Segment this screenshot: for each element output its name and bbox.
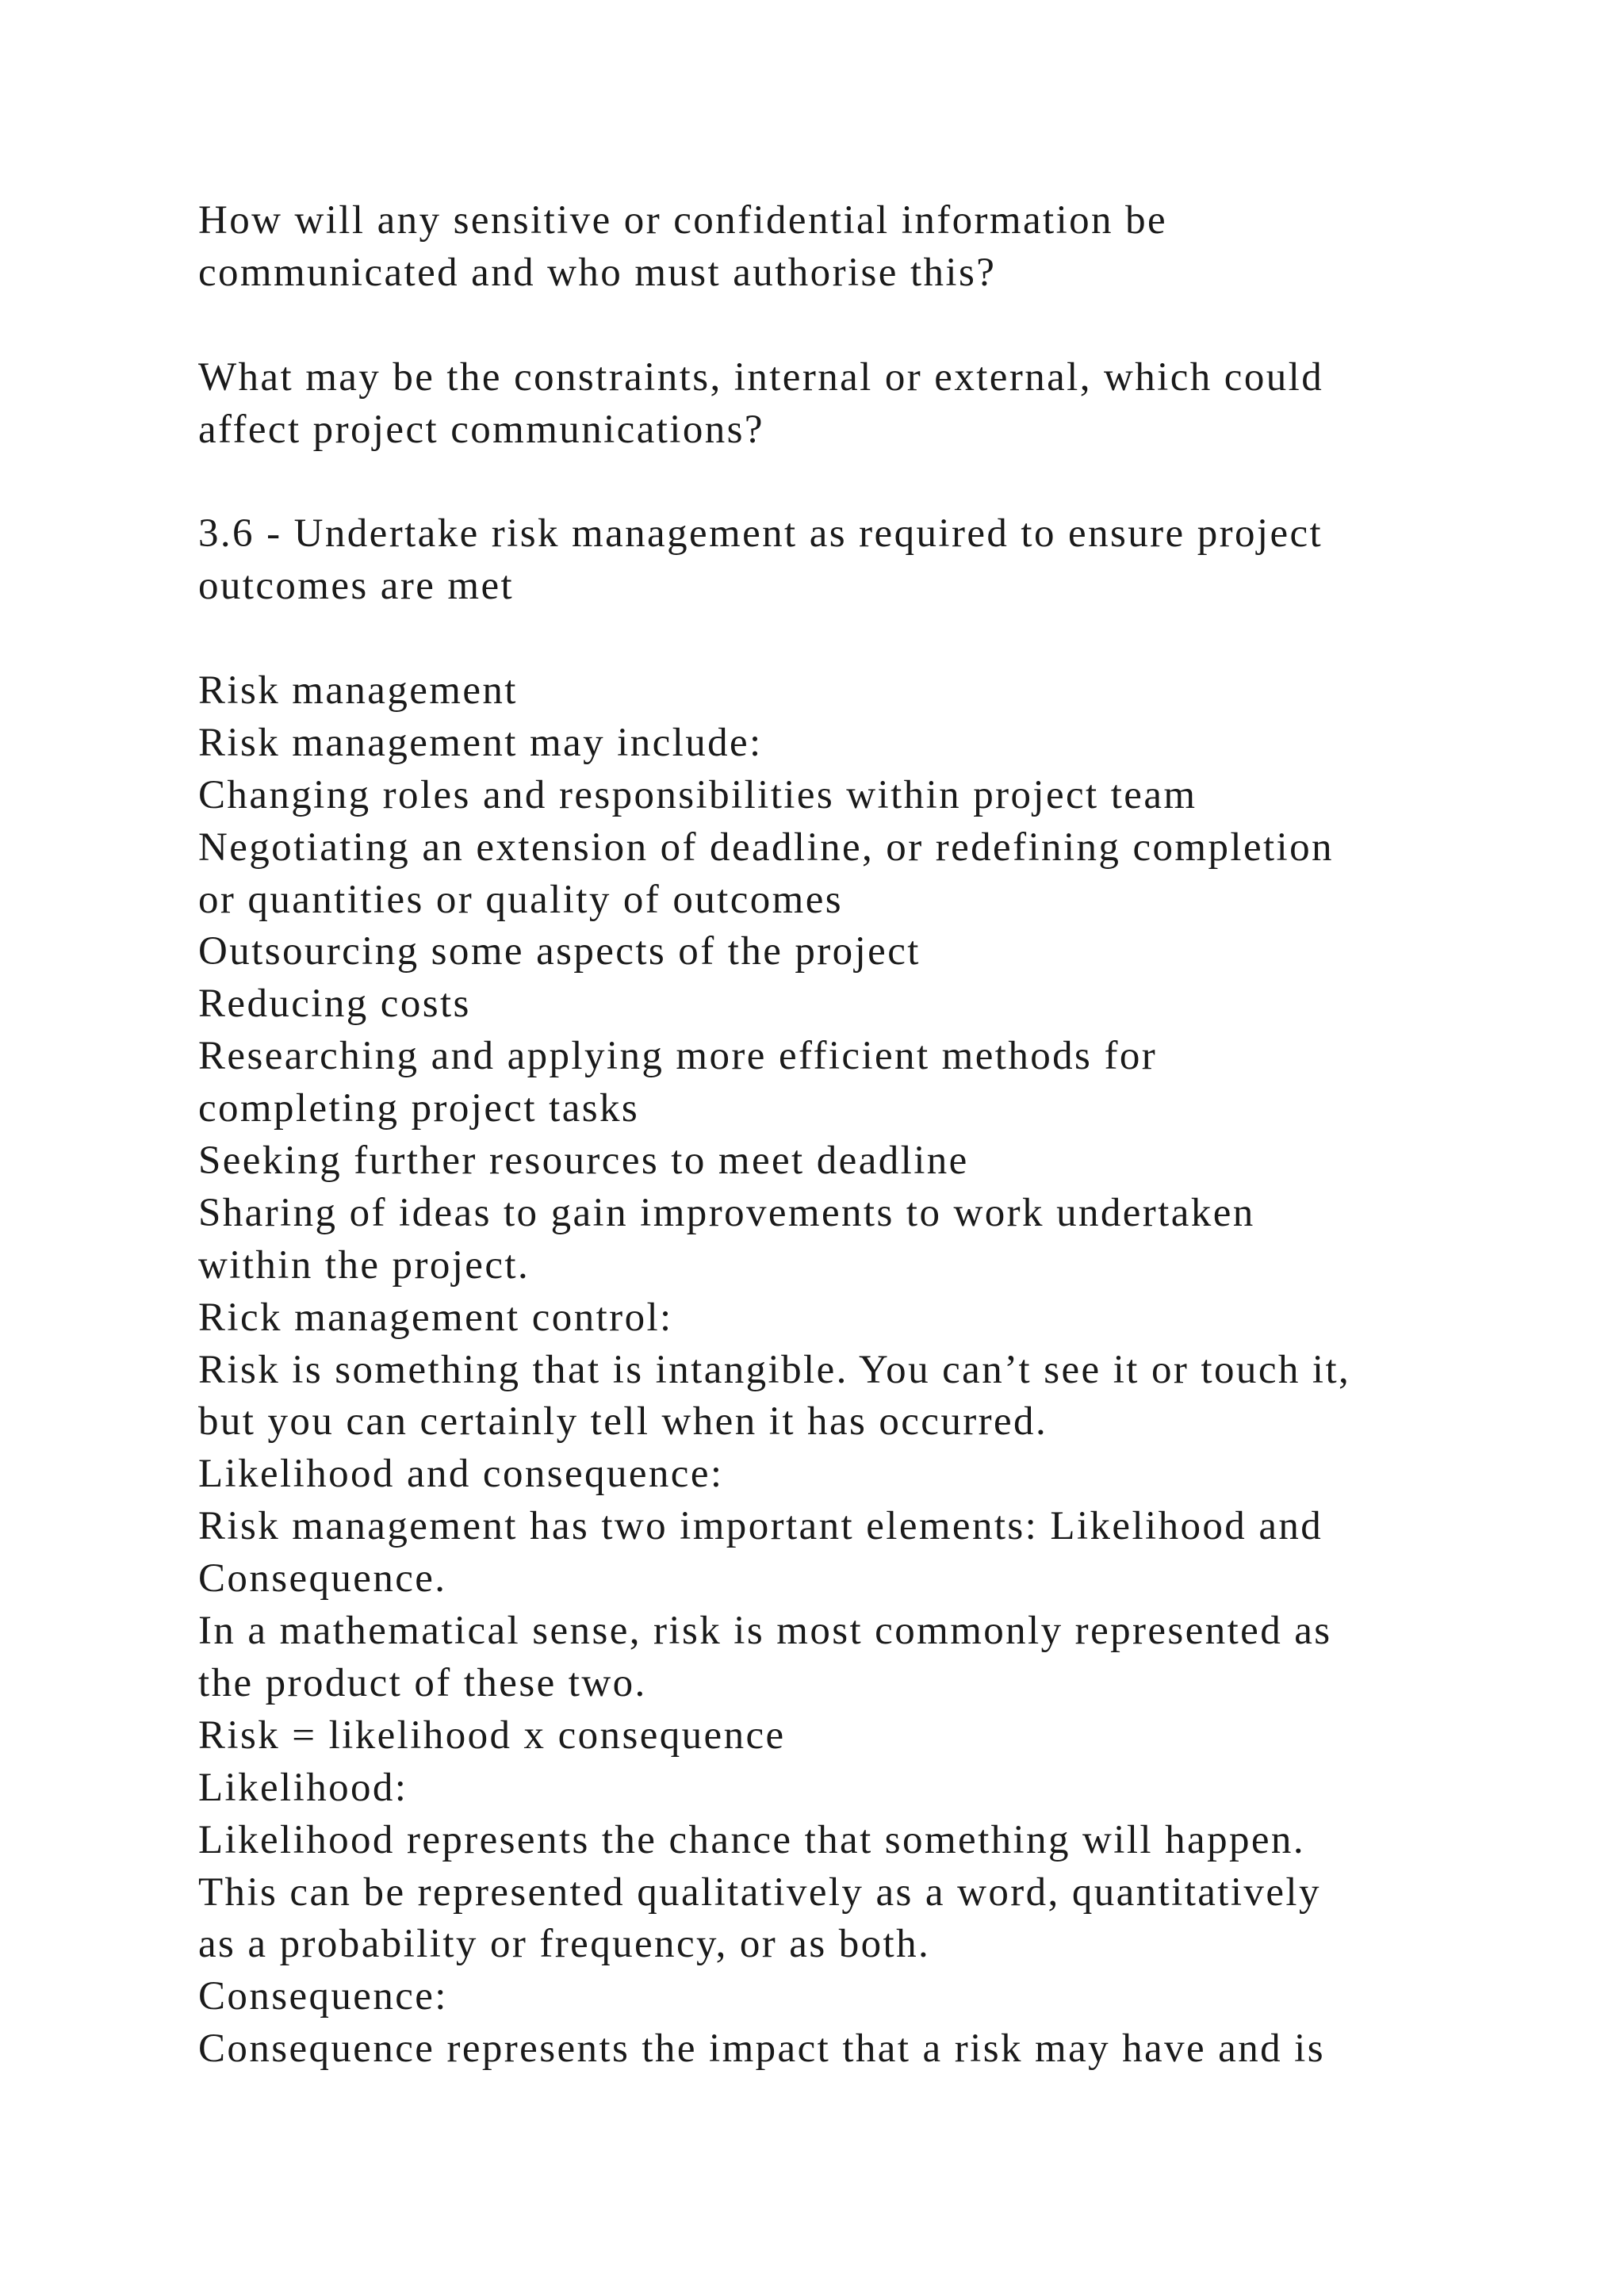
section-heading: 3.6 - Undertake risk management as required to ensure project <box>198 511 1323 557</box>
blank-line <box>198 613 1546 665</box>
section-heading: outcomes are met <box>198 564 515 609</box>
text-line: Risk is something that is intangible. You can’t see it or touch it, <box>198 1347 1351 1392</box>
text-line: How will any sensitive or confidential information be <box>198 198 1168 243</box>
text-line: This can be represented qualitatively as a word, quantitatively <box>198 1869 1321 1915</box>
document-body <box>198 195 1546 2076</box>
text-line: within the project. <box>198 1242 530 1288</box>
text-line: the product of these two. <box>198 1660 647 1705</box>
text-line: Likelihood represents the chance that something will happen. <box>198 1817 1305 1862</box>
text-line: affect project communications? <box>198 407 764 452</box>
blank-line <box>198 456 1546 508</box>
subheading: Consequence: <box>198 1974 448 2019</box>
subheading: Risk management <box>198 668 518 714</box>
subheading: Likelihood: <box>198 1765 408 1810</box>
text-line: Consequence represents the impact that a risk may have and is <box>198 2026 1325 2072</box>
text-line: Seeking further resources to meet deadline <box>198 1138 969 1184</box>
text-line: communicated and who must authorise this? <box>198 250 997 295</box>
text-line: Changing roles and responsibilities within project team <box>198 772 1197 817</box>
text-line: Reducing costs <box>198 982 471 1027</box>
text-line: but you can certainly tell when it has occurred. <box>198 1399 1048 1445</box>
subheading: Likelihood and consequence: <box>198 1452 724 1497</box>
text-line: Risk management may include: <box>198 720 763 765</box>
blank-line <box>198 300 1546 352</box>
text-line: Risk management has two important elements: Likelihood and <box>198 1504 1323 1549</box>
text-line: In a mathematical sense, risk is most commonly represented as <box>198 1609 1332 1654</box>
text-line: Outsourcing some aspects of the project <box>198 929 921 974</box>
text-line: completing project tasks <box>198 1086 640 1131</box>
text-line: What may be the constraints, internal or external, which could <box>198 354 1324 400</box>
text-line: Researching and applying more efficient methods for <box>198 1034 1158 1079</box>
text-line: Negotiating an extension of deadline, or redefining completion <box>198 825 1334 870</box>
subheading: Rick management control: <box>198 1295 673 1340</box>
text-line: Sharing of ideas to gain improvements to work undertaken <box>198 1190 1255 1235</box>
formula-line: Risk = likelihood x consequence <box>198 1712 786 1758</box>
text-line: or quantities or quality of outcomes <box>198 877 844 922</box>
text-line: Consequence. <box>198 1556 447 1601</box>
text-line: as a probability or frequency, or as both. <box>198 1922 931 1967</box>
